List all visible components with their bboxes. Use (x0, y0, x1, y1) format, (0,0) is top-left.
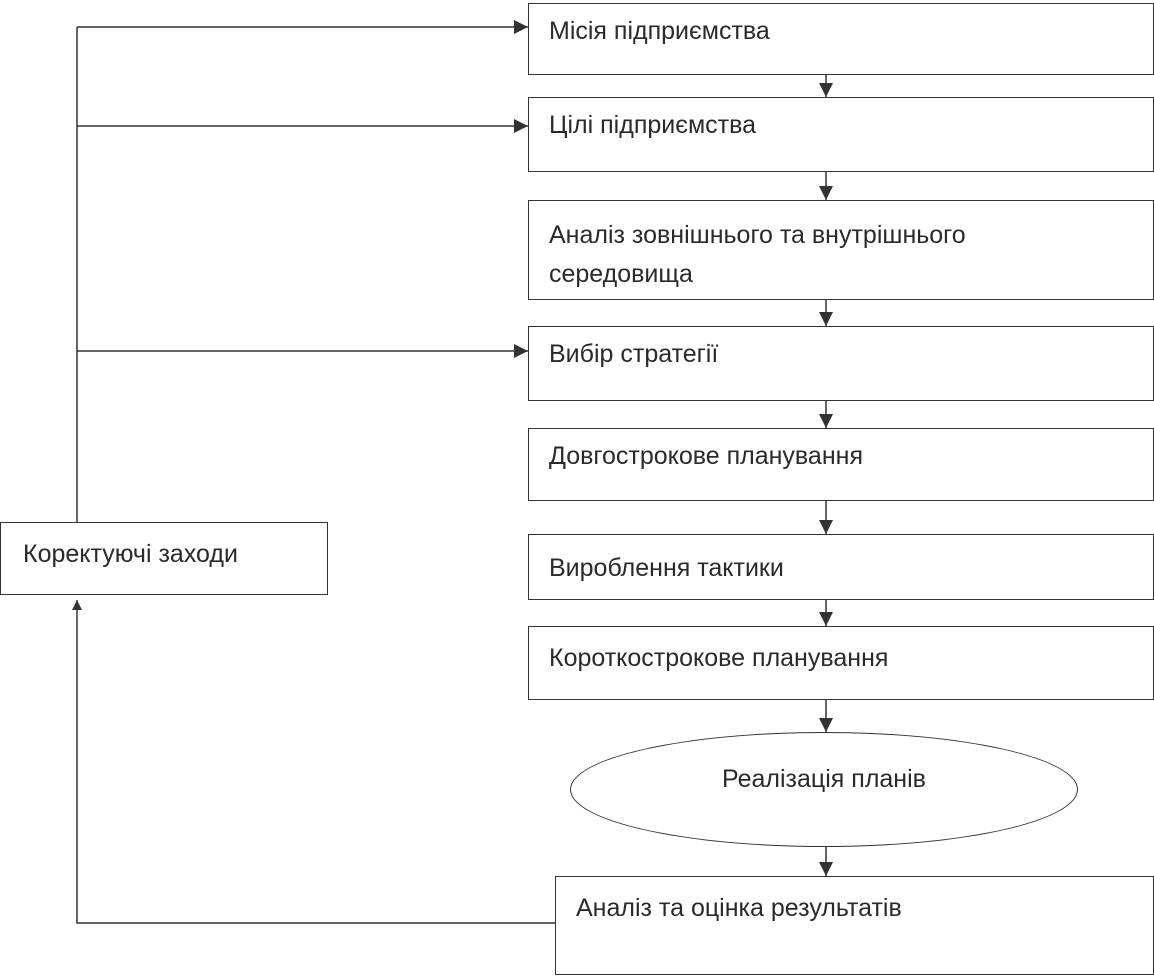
corrective-measures-label: Коректуючі заходи (23, 540, 238, 568)
step-goals (528, 97, 1154, 172)
step-longterm (528, 428, 1154, 501)
step-shortterm-label: Короткострокове планування (549, 644, 889, 672)
step-goals-label: Цілі підприємства (549, 111, 757, 139)
step-evaluation (555, 876, 1154, 975)
step-analysis (528, 200, 1154, 300)
step-analysis-label: Аналіз зовнішнього та внутрішнього середовища (549, 221, 966, 288)
step-tactics-label: Вироблення тактики (549, 554, 784, 582)
step-shortterm (528, 626, 1154, 700)
step-mission-label: Місія підприємства (549, 17, 770, 45)
step-longterm-label: Довгострокове планування (549, 442, 863, 470)
step-implementation (570, 732, 1078, 847)
step-implementation-label: Реалізація планів (722, 765, 926, 793)
step-evaluation-label: Аналіз та оцінка результатів (576, 894, 902, 922)
corrective-measures (0, 522, 328, 595)
step-strategy (528, 326, 1154, 401)
feedback-evaluation-to-corrective (77, 600, 555, 923)
step-mission (528, 3, 1154, 75)
step-tactics (528, 534, 1154, 600)
step-strategy-label: Вибір стратегії (549, 340, 719, 368)
